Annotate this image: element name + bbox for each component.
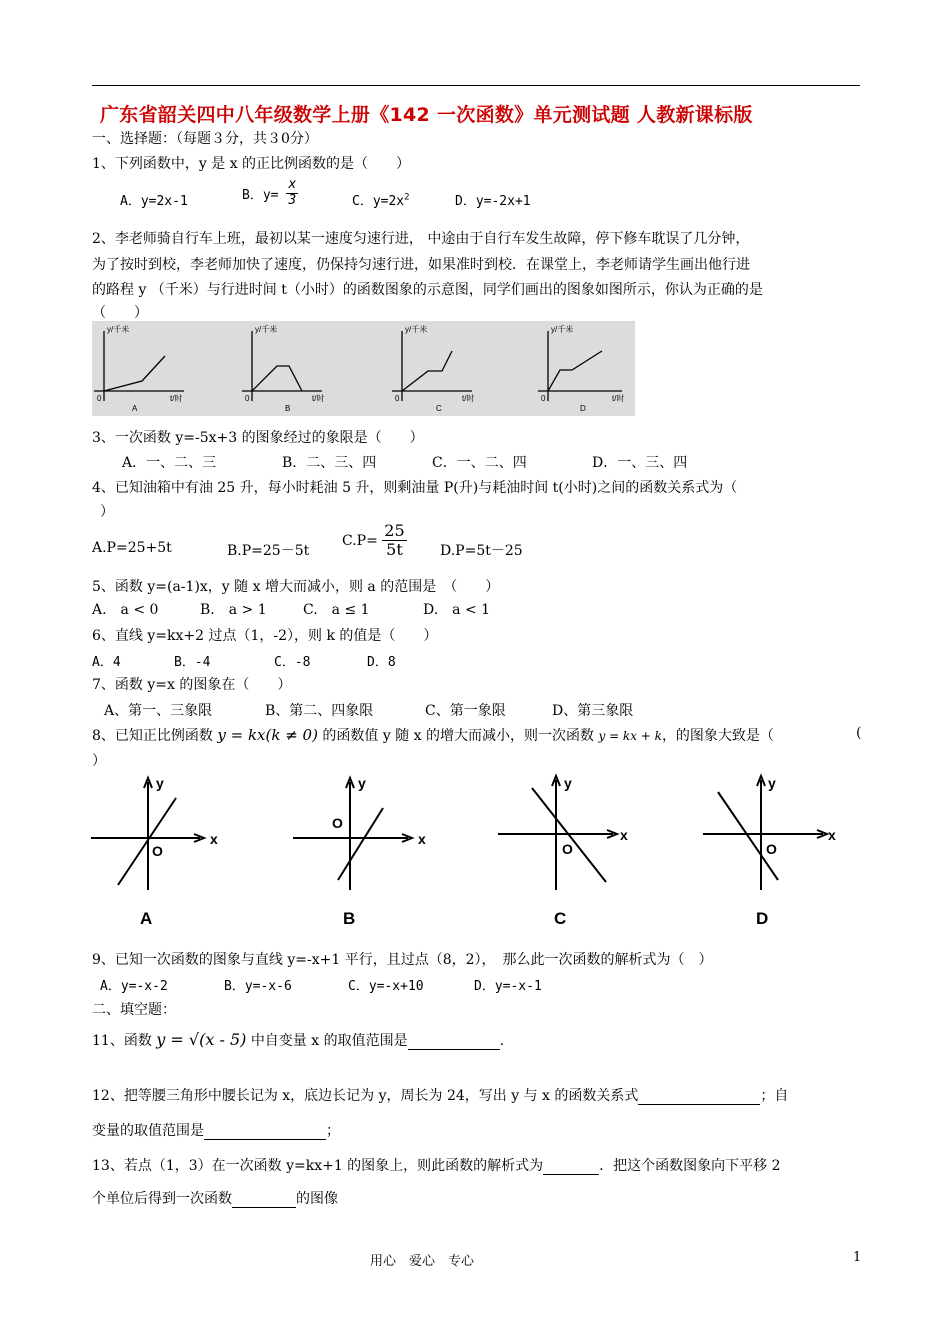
q2-a-letter: A: [132, 404, 138, 413]
q12-domain-blank[interactable]: [204, 1125, 326, 1140]
q2-line-1: 2、李老师骑自行车上班，最初以某一速度匀速行进， 中途由于自行车发生故障，停下修车耽误了几分钟，: [92, 231, 750, 247]
q8-a-ylabel: y: [156, 775, 164, 791]
q11-line: 11、函数 y = √(x - 5) 中自变量 x 的取值范围是 .: [92, 1030, 505, 1049]
q13-shifted-blank[interactable]: [232, 1193, 296, 1208]
q7-option-a: A、第一、三象限: [104, 703, 213, 719]
q5-option-d: D. a < 1: [423, 602, 491, 618]
q2-line-4: （ ）: [92, 305, 148, 321]
q8-line-1-end: (: [856, 725, 862, 741]
q8-graphs-svg: [88, 770, 848, 930]
q2-graph-c: [392, 324, 474, 413]
q8-d-ylabel: y: [768, 775, 776, 791]
q1-option-d: D．y=-2x+1: [455, 194, 531, 209]
q4-line-1: 4、已知油箱中有油 25 升，每小时耗油 5 升，则剩油量 P(升)与耗油时间 t(小时)之间的函数关系式为（: [92, 480, 738, 496]
q6-option-a: A．4: [92, 655, 121, 670]
q6-option-b: B．-4: [174, 655, 211, 670]
q8-line-1: 8、已知正比例函数 y = kx(k ≠ 0) 的函数值 y 随 x 的增大而减小，则一次函数 y = kx + k，的图象大致是（: [92, 726, 774, 744]
q11-formula: y = √(x - 5): [156, 1030, 247, 1049]
q2-line-2: 为了按时到校，李老师加快了速度，仍保持匀速行进，如果准时到校．在课堂上，李老师请学生画出他行进: [92, 257, 750, 273]
q2-c-letter: C: [436, 404, 442, 413]
q1-stem: 1、下列函数中，y 是 x 的正比例函数的是（ ）: [92, 156, 411, 172]
page-title: 广东省韶关四中八年级数学上册《142 一次函数》单元测试题 人教新课标版: [100, 104, 753, 126]
q2-d-ylabel: y/千米: [551, 325, 574, 334]
q7-stem: 7、函数 y=x 的图象在（ ）: [92, 677, 292, 693]
q8-b-ylabel: y: [358, 775, 366, 791]
q13-line-1: 13、若点（1，3）在一次函数 y=kx+1 的图象上，则此函数的解析式为 ．把这个函数图象向下平移 2: [92, 1158, 781, 1174]
q1-option-a: A．y=2x-1: [120, 194, 188, 209]
q3-option-a: A．一、二、三: [122, 455, 217, 471]
q8-b-origin: O: [332, 815, 343, 831]
q12-line-1: 12、把等腰三角形中腰长记为 x，底边长记为 y，周长为 24，写出 y 与 x 的函数关系式 ；自: [92, 1088, 789, 1104]
q8-formula-linear: y = kx + k: [598, 729, 662, 743]
q4-option-a: A.P=25+5t: [92, 540, 172, 556]
q2-graph-strip: [92, 321, 635, 416]
q12-function-blank[interactable]: [638, 1090, 760, 1105]
q9-option-a: A．y=-x-2: [100, 979, 168, 994]
q8-line-2: ）: [92, 753, 106, 769]
q2-b-letter: B: [285, 404, 291, 413]
q4-option-d: D.P=5t－25: [440, 543, 523, 559]
q2-d-xlabel: t/时: [612, 394, 625, 403]
q2-graphs-svg: [92, 321, 635, 416]
q2-line-3: 的路程 y （千米）与行进时间 t（小时）的函数图象的示意图，同学们画出的图象如图所示，你认为正确的是: [92, 282, 763, 298]
q2-d-origin: 0: [541, 394, 546, 403]
q4-line-2: ）: [100, 504, 114, 520]
q7-option-d: D、第三象限: [552, 703, 634, 719]
q2-b-ylabel: y/千米: [255, 325, 278, 334]
q8-c-xlabel: x: [620, 827, 628, 843]
q8-c-origin: O: [562, 841, 573, 857]
q3-option-d: D．一、三、四: [592, 455, 688, 471]
q2-d-letter: D: [580, 404, 586, 413]
q8-d-letter: D: [756, 909, 769, 928]
q4-option-b: B.P=25－5t: [227, 543, 310, 559]
q2-a-origin: 0: [97, 394, 102, 403]
q2-a-ylabel: y/千米: [107, 325, 130, 334]
q8-a-letter: A: [140, 909, 153, 928]
q5-option-c: C. a ≤ 1: [303, 602, 370, 618]
page-number: 1: [853, 1250, 862, 1265]
q8-a-origin: O: [152, 843, 163, 859]
q11-answer-blank[interactable]: [408, 1035, 500, 1050]
q8-d-xlabel: x: [828, 827, 836, 843]
q8-formula-proportional: y = kx(k ≠ 0): [217, 726, 318, 744]
q8-c-letter: C: [554, 909, 567, 928]
q1-option-b: B．y= $\frac{x}{3}$: [242, 177, 297, 208]
q2-a-xlabel: t/时: [170, 394, 183, 403]
q9-option-c: C．y=-x+10: [348, 979, 424, 994]
q5-option-b: B. a > 1: [200, 602, 267, 618]
q12-line-2: 变量的取值范围是 ；: [92, 1123, 340, 1139]
q4-option-c: C.P= $\frac{25}{5t}$: [342, 521, 405, 560]
q8-c-ylabel: y: [564, 775, 572, 791]
header-rule: [92, 85, 860, 86]
q2-c-origin: 0: [395, 394, 400, 403]
q2-graph-b: [242, 324, 324, 413]
q9-option-d: D．y=-x-1: [474, 979, 542, 994]
q13-line-2: 个单位后得到一次函数 的图像: [92, 1191, 338, 1207]
q1-option-c: C．$y=2x^2$: [352, 192, 410, 209]
q2-c-ylabel: y/千米: [405, 325, 428, 334]
q6-stem: 6、直线 y=kx+2 过点（1，-2），则 k 的值是（ ）: [92, 628, 438, 644]
q2-c-xlabel: t/时: [462, 394, 475, 403]
q7-option-b: B、第二、四象限: [265, 703, 374, 719]
q8-b-xlabel: x: [418, 831, 426, 847]
q2-graph-d: [538, 324, 624, 413]
q13-expression-blank[interactable]: [543, 1160, 599, 1175]
footer-slogan: 用心 爱心 专心: [370, 1254, 475, 1269]
q3-stem: 3、一次函数 y=-5x+3 的图象经过的象限是（ ）: [92, 430, 424, 446]
q3-option-c: C．一、二、四: [432, 455, 527, 471]
q3-option-b: B．二、三、四: [282, 455, 377, 471]
q8-d-origin: O: [766, 841, 777, 857]
q7-option-c: C、第一象限: [425, 703, 506, 719]
q2-graph-a: [94, 324, 184, 413]
q8-a-xlabel: x: [210, 831, 218, 847]
q9-stem: 9、已知一次函数的图象与直线 y=-x+1 平行，且过点（8，2）， 那么此一次函数的解析式为（ ）: [92, 952, 713, 968]
q6-option-d: D．8: [367, 655, 396, 670]
q8-b-letter: B: [343, 909, 356, 928]
section-heading-fill: 二、填空题：: [92, 1002, 176, 1018]
q5-stem: 5、函数 y=(a-1)x，y 随 x 增大而减小，则 a 的范围是 （ ）: [92, 579, 500, 595]
section-heading-choice: 一、选择题：（每题３分，共３0分）: [92, 131, 318, 147]
q5-option-a: A. a < 0: [92, 602, 159, 618]
q2-b-xlabel: t/时: [312, 394, 325, 403]
q6-option-c: C．-8: [274, 655, 311, 670]
q9-option-b: B．y=-x-6: [224, 979, 292, 994]
q2-b-origin: 0: [245, 394, 250, 403]
